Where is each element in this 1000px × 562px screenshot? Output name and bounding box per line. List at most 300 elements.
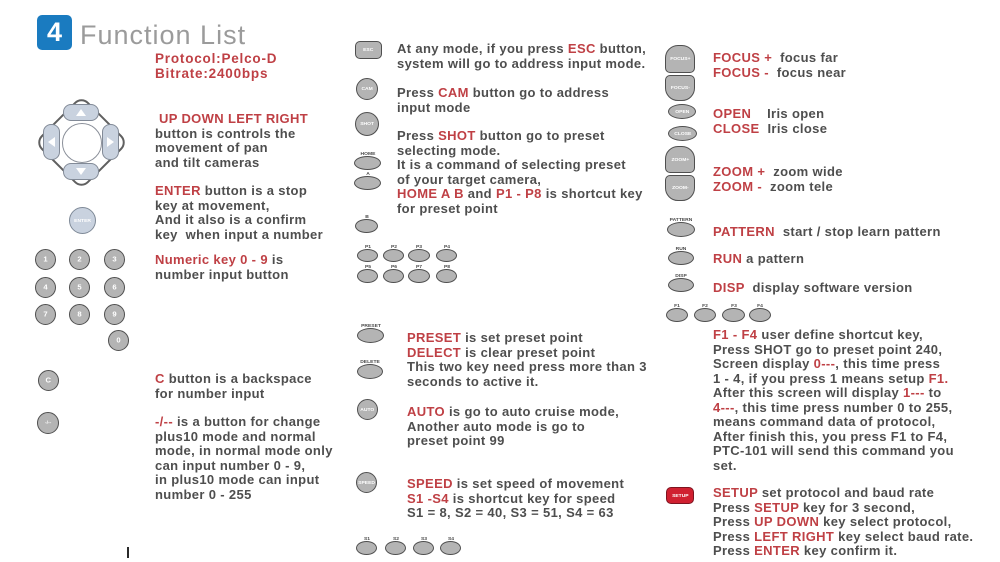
p3-button-label: P3 [415, 243, 423, 250]
text-line [713, 486, 973, 501]
text-line [713, 501, 973, 516]
text-line [155, 387, 312, 402]
delete-button-label: DELETE [360, 358, 380, 365]
text-line [713, 66, 846, 81]
text-segment: DELECT [407, 344, 462, 360]
b-button-label: B [364, 213, 369, 220]
text-segment: and [463, 186, 496, 201]
left-arrow-icon [48, 137, 55, 147]
text-line [713, 107, 827, 122]
digit-label: 8 [77, 309, 82, 319]
text-segment: is shortcut key for speed [448, 490, 616, 506]
section-number: 4 [46, 17, 63, 47]
text-line [407, 434, 619, 449]
speed-button [356, 472, 377, 493]
text-line [407, 477, 624, 492]
text-segment: , this time press number 0 to 255, [734, 399, 953, 415]
dpad [35, 96, 127, 188]
text-segment: S1 = 8, S2 = 40, S3 = 51, S4 = 63 [407, 505, 614, 520]
cam-button-label: CAM [361, 85, 373, 92]
text-segment: Iris open [751, 106, 825, 121]
text-segment: and tilt cameras [155, 154, 260, 170]
s2-button-label: S2 [392, 535, 399, 542]
digit-2-button [69, 249, 90, 270]
f2-button [694, 302, 716, 322]
text-segment: zoom tele [762, 178, 834, 194]
close-button [668, 126, 697, 141]
f3-button [722, 302, 745, 322]
p1-button [357, 243, 378, 262]
text-line [155, 473, 333, 488]
text-line [713, 530, 973, 545]
zoom-plus-button [665, 146, 695, 173]
text-segment: Protocol:Pelco-D [155, 51, 278, 66]
disp-button-label: DISP [675, 272, 687, 279]
text-segment: Another auto mode is go to [407, 418, 586, 434]
text-line [397, 158, 643, 173]
text-line [713, 51, 846, 66]
disp-description [713, 281, 913, 296]
preset-button [357, 322, 384, 343]
text-line [397, 42, 646, 57]
text-segment: means command data of protocol, [713, 414, 936, 429]
s2-button [385, 535, 406, 555]
pattern-button-label: PATTERN [669, 216, 693, 223]
text-segment: input mode [397, 99, 471, 115]
shot-description [397, 129, 643, 216]
text-segment: AUTO [407, 404, 445, 419]
digit-label: 9 [112, 309, 117, 319]
text-segment: in plus10 mode can input [155, 472, 320, 487]
digit-label: 4 [43, 282, 48, 292]
text-line [713, 415, 954, 430]
text-segment: Press [397, 128, 439, 143]
p4-button-label: P4 [443, 243, 450, 250]
digit-0-button [108, 330, 129, 351]
p6-button-label: P6 [390, 263, 397, 270]
text-line [713, 328, 954, 343]
text-segment: button go to address [468, 85, 610, 100]
s1-button [356, 535, 377, 555]
text-segment: button is a backspace [164, 371, 312, 386]
text-segment: key select baud rate. [834, 528, 974, 544]
b-button [355, 213, 378, 233]
text-line [713, 252, 804, 267]
text-line [397, 129, 643, 144]
text-line [713, 225, 941, 240]
text-segment: CAM [438, 85, 469, 100]
text-segment: PATTERN [713, 224, 775, 239]
enter-description [155, 184, 323, 242]
digit-8-button [69, 304, 90, 325]
protocol-note [155, 51, 277, 81]
digit-4-button [35, 277, 56, 298]
text-segment: zoom wide [765, 164, 843, 179]
text-line [155, 488, 333, 503]
close-button-label: CLOSE [673, 130, 692, 136]
text-segment: preset point 99 [407, 433, 505, 448]
text-segment: display software version [744, 280, 913, 295]
text-segment: ENTER [155, 183, 201, 198]
a-button-label: A [365, 170, 370, 177]
delete-button [357, 358, 383, 379]
s4-button-label: S4 [447, 535, 454, 542]
f1-button-label: F1 [674, 302, 680, 309]
text-line [155, 372, 312, 387]
text-line [407, 506, 624, 521]
text-segment: OPEN [713, 106, 752, 121]
text-segment: set protocol and baud rate [757, 485, 935, 500]
auto-button-label: AUTO [360, 406, 375, 412]
text-segment: for preset point [397, 200, 498, 216]
dpad-center-circle [62, 123, 102, 163]
disp-button [668, 272, 694, 292]
digit-1-button [35, 249, 56, 270]
text-line [713, 544, 973, 559]
text-line [713, 430, 954, 445]
enter-button [69, 207, 96, 234]
text-line [713, 281, 913, 296]
text-line [155, 112, 308, 127]
text-line [155, 430, 333, 445]
text-line [713, 444, 954, 459]
clear-button [38, 370, 59, 391]
text-segment: CLOSE [713, 120, 760, 136]
text-segment: key select protocol, [819, 514, 952, 529]
open-button [668, 104, 696, 119]
text-segment: key when input a number [155, 226, 324, 242]
a-button [354, 170, 381, 190]
text-line [397, 144, 643, 159]
digit-label: 3 [112, 254, 117, 264]
text-line [397, 101, 609, 116]
preset-button-label: PRESET [360, 322, 381, 329]
text-segment: SETUP [754, 499, 799, 515]
stray-mark [127, 547, 129, 558]
text-segment: ENTER [754, 543, 800, 558]
digit-label: 0 [116, 335, 121, 345]
auto-button [357, 399, 378, 420]
p5-button [357, 263, 378, 283]
text-line [155, 184, 323, 199]
text-segment: can input number 0 - 9, [155, 457, 306, 473]
p7-button-label: P7 [415, 263, 423, 270]
text-segment: PTC-101 will send this command you [713, 443, 954, 458]
text-segment: Press [713, 543, 755, 558]
text-segment: to [924, 385, 942, 400]
digit-label: 7 [43, 309, 48, 319]
text-segment: seconds to active it. [407, 373, 539, 389]
text-segment: ZOOM - [713, 178, 763, 194]
text-line [155, 268, 289, 283]
text-segment: user define shortcut key, [757, 327, 923, 342]
s3-button-label: S3 [420, 535, 427, 542]
text-line [155, 228, 323, 243]
esc-button-label: ESC [363, 46, 374, 53]
numeric-description [155, 253, 289, 282]
text-segment: F1. [928, 370, 949, 386]
text-segment: 4--- [713, 399, 735, 415]
f-keys-description [713, 328, 954, 473]
text-segment: for number input [155, 385, 265, 401]
text-segment: Iris close [759, 120, 828, 136]
open-button-label: OPEN [674, 108, 690, 114]
p1-button-label: P1 [364, 243, 371, 250]
p2-button-label: P2 [390, 243, 397, 250]
text-segment: At any mode, if you press [397, 41, 568, 56]
text-segment: focus near [768, 64, 847, 80]
text-line [155, 141, 308, 156]
text-line [713, 122, 827, 137]
text-line [407, 360, 647, 375]
text-line [713, 180, 843, 195]
text-segment: is shortcut key [541, 186, 643, 201]
f4-button-label: F4 [757, 302, 763, 309]
digit-label: 5 [77, 282, 82, 292]
text-segment: DISP [713, 280, 745, 295]
setup-button [666, 487, 694, 504]
setup-description [713, 486, 973, 559]
text-line [713, 386, 954, 401]
updown-description [155, 112, 308, 170]
dpad-right-button [102, 124, 119, 160]
text-segment: number input button [155, 266, 289, 282]
esc-button [355, 41, 382, 59]
text-line [407, 405, 619, 420]
down-arrow-icon [76, 168, 86, 175]
digit-9-button [104, 304, 125, 325]
text-line [397, 86, 609, 101]
esc-description [397, 42, 646, 71]
text-segment: Press [713, 528, 755, 544]
right-arrow-icon [107, 137, 114, 147]
text-segment: key confirm it. [799, 543, 898, 558]
text-segment: RUN [713, 251, 743, 266]
text-segment: start / stop learn pattern [774, 224, 941, 239]
text-line [155, 253, 289, 268]
text-segment: -/-- [155, 414, 173, 429]
s1-button-label: S1 [363, 535, 370, 542]
text-segment: is clear preset point [461, 344, 596, 360]
text-segment: S1 -S4 [407, 490, 449, 506]
text-segment: Bitrate:2400bps [155, 66, 269, 81]
auto-description [407, 405, 619, 449]
pattern-description [713, 225, 941, 240]
text-line [397, 57, 646, 72]
text-line [713, 357, 954, 372]
text-segment: button, [595, 41, 647, 56]
text-segment: LEFT RIGHT [754, 528, 835, 544]
text-segment: set. [713, 457, 737, 473]
zoom-plus-button-label: ZOOM+ [671, 156, 689, 162]
text-segment: SHOT [438, 128, 476, 143]
text-segment: button go to preset [475, 128, 605, 143]
text-segment: Screen display [713, 356, 814, 371]
text-segment: 0--- [813, 356, 836, 371]
p7-button [408, 263, 430, 283]
text-segment: ZOOM + [713, 164, 766, 179]
focus-description [713, 51, 846, 80]
text-segment: button is a stop [200, 183, 308, 198]
text-line [397, 202, 643, 217]
text-segment: 1--- [903, 385, 925, 400]
digit-7-button [35, 304, 56, 325]
text-line [407, 346, 647, 361]
up-arrow-icon [76, 109, 86, 116]
text-segment: plus10 mode and normal [155, 428, 316, 444]
focus-plus-button [665, 45, 695, 73]
text-segment: a pattern [742, 251, 805, 266]
text-segment: HOME A B [397, 186, 464, 201]
focus-minus-button [665, 75, 695, 101]
text-segment: Press [713, 499, 755, 515]
text-line [407, 331, 647, 346]
text-line [407, 420, 619, 435]
f4-button [749, 302, 771, 322]
text-segment: of your target camera, [397, 171, 542, 187]
p8-button [436, 263, 457, 283]
enter-button-label: ENTER [74, 217, 91, 223]
section-number-badge [37, 15, 72, 50]
plus10-button-label: -/-- [44, 419, 52, 426]
text-segment: Numeric key 0 - 9 [155, 252, 268, 267]
zoom-description [713, 165, 843, 194]
text-segment: F1 - F4 [713, 327, 758, 342]
digit-3-button [104, 249, 125, 270]
text-segment: And it also is a confirm [155, 212, 307, 227]
text-line [155, 127, 308, 142]
plus10-button [37, 412, 59, 434]
setup-button-label: SETUP [671, 492, 689, 498]
plus10-description [155, 415, 333, 502]
text-segment: FOCUS - [713, 64, 769, 80]
s4-button [440, 535, 461, 555]
text-segment: After this screen will display [713, 385, 904, 400]
text-segment: is set preset point [461, 330, 583, 345]
text-segment: P1 - P8 [495, 186, 542, 201]
text-segment: ESC [567, 41, 596, 56]
text-segment: is set speed of movement [452, 476, 625, 491]
dpad-up-button [63, 104, 99, 121]
text-line [713, 372, 954, 387]
focus-plus-button-label: FOCUS+ [669, 55, 691, 62]
digit-label: 6 [112, 282, 117, 292]
text-segment: is a button for change [173, 414, 321, 429]
text-segment: focus far [772, 50, 839, 65]
speed-button-label: SPEED [358, 479, 375, 485]
text-segment: , this time press [835, 356, 941, 371]
text-segment: Press [713, 514, 755, 529]
page-title: Function List [80, 20, 247, 50]
c-description [155, 372, 312, 401]
text-line [155, 415, 333, 430]
zoom-minus-button [665, 175, 695, 201]
text-segment: C [155, 371, 165, 386]
text-segment: is go to auto cruise mode, [445, 404, 620, 419]
text-segment: is [267, 252, 284, 267]
digit-6-button [104, 277, 125, 298]
text-segment: key for 3 second, [799, 499, 916, 515]
text-segment: SETUP [713, 485, 758, 500]
text-line [713, 459, 954, 474]
focus-minus-button-label: FOCUS- [670, 84, 690, 91]
home-button [354, 150, 381, 170]
p3-button [408, 243, 430, 262]
digit-5-button [69, 277, 90, 298]
pattern-button [667, 216, 695, 237]
run-button-label: RUN [675, 245, 687, 252]
text-segment: UP DOWN [754, 514, 820, 529]
text-line [155, 66, 277, 81]
digit-label: 2 [77, 254, 82, 264]
f3-button-label: F3 [730, 302, 737, 309]
s3-button [413, 535, 434, 555]
p2-button [383, 243, 404, 262]
text-line [397, 187, 643, 202]
iris-description [713, 107, 827, 136]
text-segment: Press [397, 85, 439, 100]
text-line [397, 173, 643, 188]
p6-button [383, 263, 404, 283]
text-segment: PRESET [407, 330, 462, 345]
text-segment: 1 - 4, if you press 1 means setup [713, 370, 929, 386]
zoom-minus-button-label: ZOOM- [671, 184, 689, 191]
text-segment: movement of pan [155, 140, 268, 155]
cam-button [356, 78, 378, 100]
text-segment: After finish this, you press F1 to F4, [713, 428, 948, 444]
text-segment: Press SHOT go to preset point 240, [713, 341, 943, 357]
text-segment: It is a command of selecting preset [397, 157, 626, 172]
run-description [713, 252, 804, 267]
text-line [407, 375, 647, 390]
p8-button-label: P8 [443, 263, 450, 270]
text-segment: mode, in normal mode only [155, 443, 333, 458]
text-line [155, 213, 323, 228]
dpad-down-button [63, 163, 99, 180]
speed-description [407, 477, 624, 521]
f1-button [666, 302, 688, 322]
text-line [155, 156, 308, 171]
dpad-left-button [43, 124, 60, 160]
text-line [713, 515, 973, 530]
shot-button [355, 112, 379, 136]
clear-button-label: C [45, 375, 52, 385]
digit-label: 1 [43, 254, 48, 264]
run-button [668, 245, 694, 265]
text-line [155, 51, 277, 66]
text-segment: This two key need press more than 3 [407, 359, 647, 374]
text-segment: number 0 - 255 [155, 486, 252, 502]
f2-button-label: F2 [702, 302, 708, 309]
text-line [713, 165, 843, 180]
preset-description [407, 331, 647, 389]
text-line [155, 199, 323, 214]
p4-button [436, 243, 457, 262]
text-line [713, 343, 954, 358]
text-segment: button is controls the [155, 125, 296, 141]
shot-button-label: SHOT [360, 120, 374, 127]
text-segment: key at movement, [155, 197, 270, 213]
text-segment: SPEED [407, 476, 453, 491]
text-line [155, 459, 333, 474]
text-line [407, 492, 624, 507]
p5-button-label: P5 [364, 263, 371, 270]
text-segment: selecting mode. [397, 142, 501, 158]
cam-description [397, 86, 609, 115]
text-segment: FOCUS + [713, 50, 773, 65]
text-line [713, 401, 954, 416]
text-segment: system will go to address input mode. [397, 55, 646, 71]
